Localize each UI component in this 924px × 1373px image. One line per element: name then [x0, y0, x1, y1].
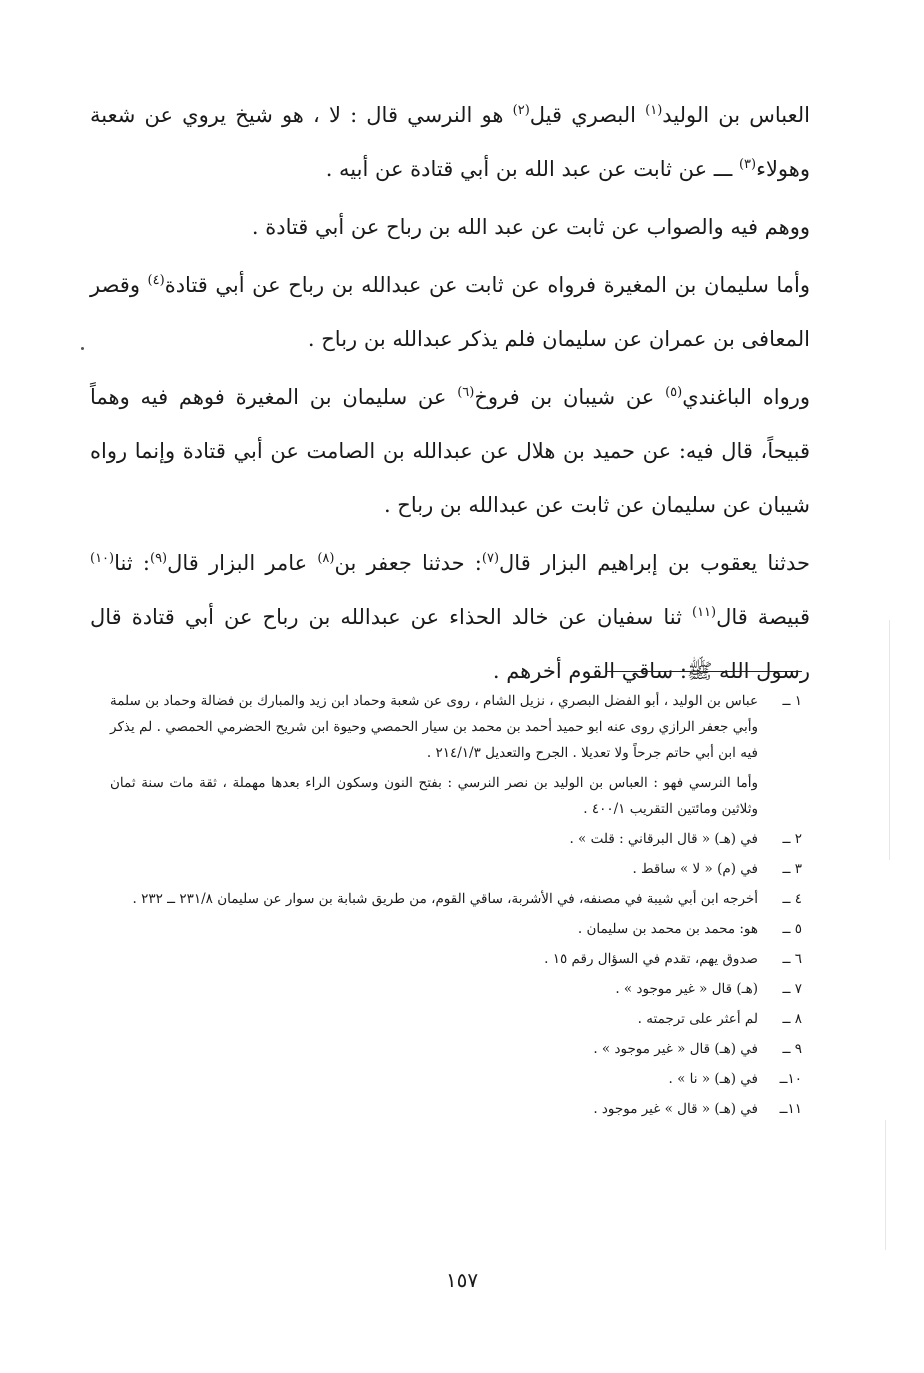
footnote-text: في (هـ) « قال » غير موجود . [593, 1101, 758, 1117]
footnote-number: ١٠ــ [779, 1071, 802, 1087]
main-paragraph: وأما سليمان بن المغيرة فرواه عن ثابت عن عبدالله بن رباح عن أبي قتادة$^{(٤)}$ وقصر المعافى بن عمران عن سليمان فلم يذكر عبدالله بن رباح . [90, 273, 810, 351]
footnote-item [110, 1036, 802, 1062]
footnote-item [110, 1096, 802, 1122]
footnote-item [110, 856, 802, 882]
footnote-text: في (هـ) قال « غير موجود » . [593, 1041, 758, 1057]
footnote-number: ١١ــ [779, 1101, 802, 1117]
footnote-text: عباس بن الوليد ، أبو الفضل البصري ، نزيل الشام ، روى عن شعبة وحماد ابن زيد والمبارك بن فضالة وحماد بن سلمة وأبي جعفر الرازي روى عنه ابو حميد أحمد بن محمد بن سيار الحمصي وحيوة ابن شريح الحضرمي الحمصي . لم يذكر فيه ابن أبي حاتم جرحاً ولا تعديلا . الجرح والتعديل ٢١٤/١/٣ . [110, 693, 758, 761]
footnote-number: ٨ ــ [782, 1011, 802, 1027]
footnote-number: ٦ ــ [782, 951, 802, 967]
footnote-number: ٢ ــ [782, 831, 802, 847]
page-number: ١٥٧ [445, 1268, 479, 1292]
footnote-divider [606, 671, 802, 672]
footnote-ref: (٢) [512, 103, 530, 118]
footnote-text: وأما النرسي فهو : العباس بن الوليد بن نصر النرسي : بفتح النون وسكون الراء بعدها مهملة ، ثقة مات سنة ثمان وثلاثين ومائتين التقريب ٤٠٠/١ . [110, 775, 758, 817]
footnotes-section [110, 688, 802, 1126]
footnote-item [110, 886, 802, 912]
main-paragraph: ووهم فيه والصواب عن ثابت عن عبد الله بن رباح عن أبي قتادة . [251, 215, 810, 239]
footnote-text: هو: محمد بن محمد بن سليمان . [577, 921, 758, 937]
footnote-ref: (١١) [691, 605, 717, 620]
footnote-number: ٧ ــ [782, 981, 802, 997]
main-paragraph: ورواه الباغندي$^{(٥)}$ عن شيبان بن فروخ$^{(٦)}$ عن سليمان بن المغيرة فوهم فيه وهماً قبيحاً، قال فيه: عن حميد بن هلال عن عبدالله بن الصامت عن أبي قتادة وإنما رواه شيبان عن سليمان عن ثابت عن عبدالله بن رباح . [90, 385, 810, 517]
scan-margin-line [885, 1120, 886, 1250]
footnote-item [110, 826, 802, 852]
footnote-number: ٥ ــ [782, 921, 802, 937]
footnote-ref: (١٠) [90, 551, 115, 566]
footnote-ref: (٣) [738, 157, 757, 172]
footnote-number: ٤ ــ [782, 891, 802, 907]
footnote-text: أخرجه ابن أبي شيبة في مصنفه، في الأشربة، ساقي القوم، من طريق شبابة بن سوار عن سليمان ٢٣١/٨ ــ ٢٣٢ . [132, 891, 758, 907]
main-paragraph: العباس بن الوليد$^{(١)}$ البصري قيل$^{(٢)}$ هو النرسي قال : لا ، هو شيخ يروي عن شعبة وهولاء$^{(٣)}$ ـــ عن ثابت عن عبد الله بن أبي قتادة عن أبيه . [90, 103, 811, 181]
footnote-number: ١ ــ [782, 693, 802, 709]
footnote-text: (هـ) قال « غير موجود » . [615, 981, 758, 997]
main-paragraph: حدثنا يعقوب بن إبراهيم البزار قال$^{(٧)}$: حدثنا جعفر بن$^{(٨)}$ عامر البزار قال$^{(٩)}$: ثنا$^{(١٠)}$ قبيصة قال$^{(١١)}$ ثنا سفيان عن خالد الحذاء عن عبدالله بن رباح عن أبي قتادة قال رسول الله ﷺ: ساقي القوم أخرهم . [90, 551, 810, 683]
footnote-item [110, 946, 802, 972]
footnote-item [110, 976, 802, 1002]
footnote-text: لم أعثر على ترجمته . [637, 1011, 758, 1027]
footnote-ref: (٩) [149, 551, 168, 566]
footnote-item [110, 1066, 802, 1092]
footnote-ref: (٦) [457, 385, 475, 400]
footnote-continuation [110, 770, 802, 822]
footnote-ref: (١) [645, 103, 663, 118]
footnote-item [110, 916, 802, 942]
footnote-text: في (هـ) « نا » . [668, 1071, 758, 1087]
footnote-text: في (هـ) « قال البرقاني : قلت » . [569, 831, 758, 847]
main-text [90, 88, 810, 702]
footnote-ref: (٥) [665, 385, 683, 400]
footnote-item [110, 1006, 802, 1032]
scan-margin-line [889, 620, 890, 860]
footnote-ref: (٤) [147, 273, 165, 288]
footnote-ref: (٨) [317, 551, 335, 566]
footnote-text: في (م) « لا » ساقط . [632, 861, 758, 877]
footnote-text: صدوق يهم، تقدم في السؤال رقم ١٥ . [544, 951, 758, 967]
footnote-item [110, 688, 802, 766]
footnote-number: ٩ ــ [782, 1041, 802, 1057]
footnote-ref: (٧) [481, 551, 500, 566]
scan-speck [81, 347, 84, 350]
footnote-number: ٣ ــ [782, 861, 802, 877]
